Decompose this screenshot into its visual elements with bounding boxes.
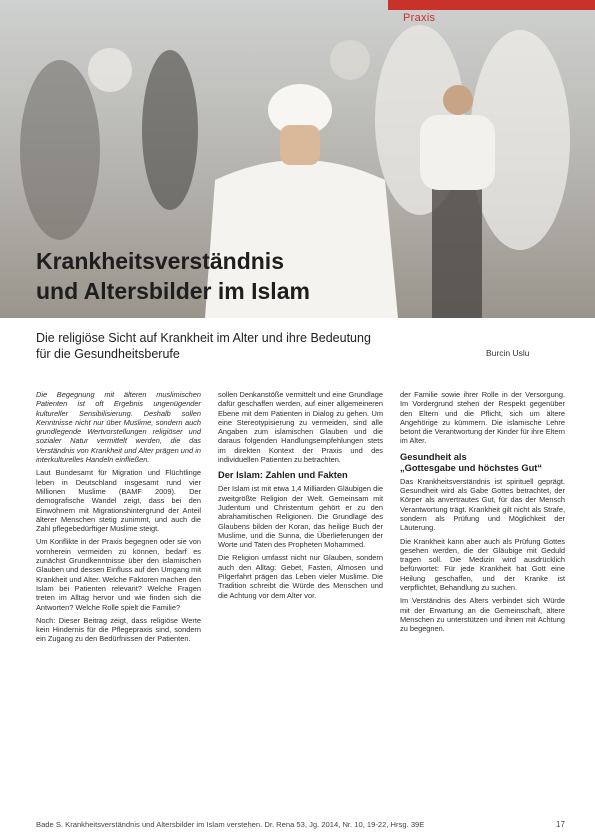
section-label: Praxis [403, 12, 436, 24]
footer-citation: Bade S. Krankheitsverständnis und Altersbilder im Islam verstehen. Dr. Rena 53, Jg. 2014, Nr. 10, 19-22, Hrsg. 39E [36, 820, 425, 829]
paragraph: Der Islam ist mit etwa 1,4 Milliarden Gläubigen die zweitgrößte Religion der Welt. Gemeinsam mit Judentum und Christentum gehört er zu den abrahamitischen Religionen. Die Grundlage des Glaubens bilden der Koran, das heilige Buch der Muslime, und die Sunna, die Überlieferungen der Worte und Taten des Propheten Mohammed. [218, 484, 383, 550]
paragraph: Die Krankheit kann aber auch als Prüfung Gottes gesehen werden, die der Gläubige mit Geduld tragen soll. Die Medizin wird ausdrücklich befürwortet: Für jede Krankheit hat Gott eine Heilung geschaffen, und der Kranke ist verpflichtet, Behandlung zu suchen. [400, 536, 565, 593]
column-3 [400, 390, 565, 638]
title-line-2: und Altersbilder im Islam [36, 278, 310, 304]
article-title [36, 246, 310, 306]
subtitle-line-1: Die religiöse Sicht auf Krankheit im Alter und ihre Bedeutung [36, 331, 371, 345]
paragraph: Um Konflikte in der Praxis begegnen oder sie von vornherein vermeiden zu können, bedarf es zunächst Grundkenntnisse über den islamischen Glauben und dessen Einfluss auf den Umgang mit Krankheit und Alter. Welche Faktoren machen den Islam bei Patienten relevant? Welche Fragen treten im Alltag hervor und wie finden sich die Antworten? Welche Rolle spielt die Familie? [36, 537, 201, 612]
article-subtitle [36, 330, 556, 362]
subtitle-line-2: für die Gesundheitsberufe [36, 347, 180, 361]
section-heading [400, 452, 565, 474]
column-1 [36, 390, 201, 648]
paragraph: Noch: Dieser Beitrag zeigt, dass religiöse Werte kein Hindernis für die Pflegepraxis sind, sondern ein Zugang zu den Bedürfnissen der Patienten. [36, 615, 201, 644]
column-2 [218, 390, 383, 604]
lead-paragraph: Die Begegnung mit älteren muslimischen Patienten ist oft Ergebnis ungenügender kultureller Sensibilisierung. Deshalb sollen Kenntnisse nicht nur über Muslime, sondern auch grundlegende Wertvorstellungen religiöser und sozialer Natur vermittelt werden, die das Verständnis von Krankheit und Alter prägen und in interkulturelles Handeln einfließen. [36, 390, 201, 465]
paragraph: Das Krankheitsverständnis ist spirituell geprägt. Gesundheit wird als Gabe Gottes betrachtet, der Körper als anvertrautes Gut, für das der Mensch Verantwortung trägt. Krankheit gilt nicht als Strafe, sondern als Prüfung und Möglichkeit der Läuterung. [400, 476, 565, 533]
paragraph: Die Religion umfasst nicht nur Glauben, sondern auch den Alltag: Gebet, Fasten, Almosen und Pilgerfahrt prägen das Leben vieler Muslime. Die Tradition schreibt die Würde des Menschen und die Achtung vor dem Alter vor. [218, 553, 383, 600]
section-heading: Der Islam: Zahlen und Fakten [218, 470, 348, 481]
section-ribbon [388, 0, 595, 10]
paragraph: Im Verständnis des Alters verbindet sich Würde mit der Erwartung an die Gemeinschaft, ältere Menschen zu unterstützen und ihnen mit Achtung zu begegnen. [400, 596, 565, 634]
page-number: 17 [556, 820, 565, 829]
paragraph: Laut Bundesamt für Migration und Flüchtlinge leben in Deutschland insgesamt rund vier Millionen Muslime (BAMF 2009). Der demografische Wandel zeigt, dass bei den Einwohnern mit Migrationshintergrund der Anteil älterer Menschen stetig zunimmt, und auch die Zahl pflegebedürftiger Muslime steigt. [36, 468, 201, 534]
paragraph: der Familie sowie ihrer Rolle in der Versorgung. Im Vordergrund stehen der Respekt gegenüber den Eltern und die Pflicht, sich um ältere Angehörige zu kümmern. Die islamische Lehre betont die Verantwortung der Kinder für ihre Eltern im Alter. [400, 390, 565, 446]
heading-line-1: Gesundheit als [400, 451, 467, 462]
paragraph: sollen Denkanstöße vermittelt und eine Grundlage dafür geschaffen werden, auf einer allgemeineren Ebene mit dem Patienten in Dialog zu gehen. Um eine Stereotypisierung zu vermeiden, sind alle Angaben zum islamischen Glauben und die daraus folgenden Handlungsempfehlungen stets im direkten Kontext der Praxis und des individuellen Patienten zu betrachten. [218, 390, 383, 465]
title-line-1: Krankheitsverständnis [36, 248, 284, 274]
author-name: Burcin Uslu [486, 348, 530, 358]
heading-line-2: „Gottesgabe und höchstes Gut“ [400, 462, 543, 473]
